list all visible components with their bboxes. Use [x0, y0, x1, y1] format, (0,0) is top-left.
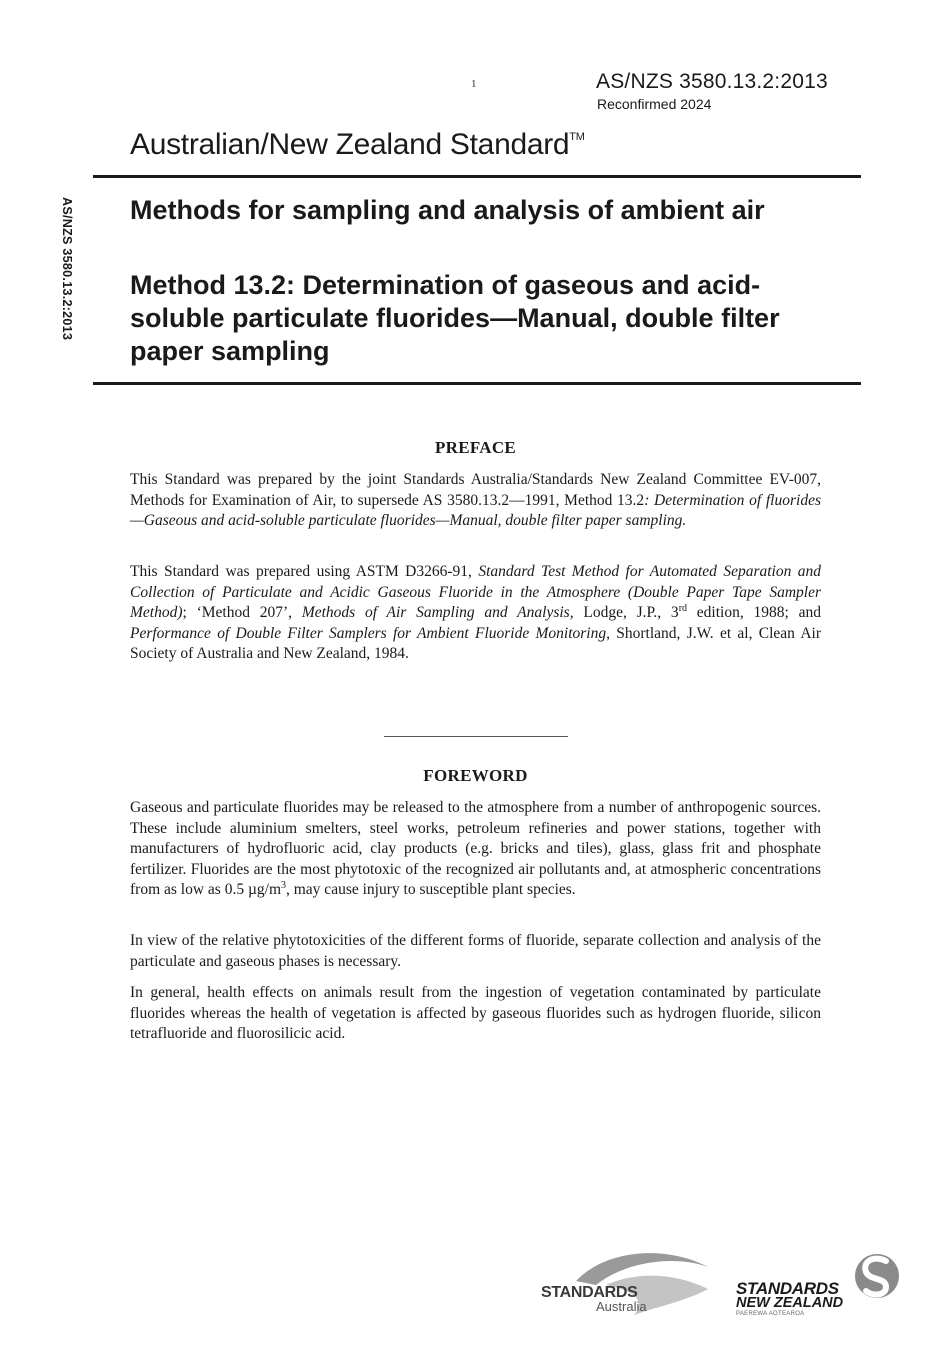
- reconfirmed-note: Reconfirmed 2024: [597, 96, 712, 112]
- standards-australia-word: STANDARDS: [541, 1284, 638, 1301]
- preface-p2-ordinal: rd: [678, 603, 688, 615]
- method-title: Method 13.2: Determination of gaseous and acid-soluble particulate fluorides—Manual, double filter paper sampling: [130, 270, 780, 366]
- foreword-p1-b: , may cause injury to susceptible plant species.: [286, 881, 576, 899]
- preface-p2-f: edition, 1988; and: [687, 604, 821, 622]
- foreword-p1-superscript: 3: [281, 880, 286, 892]
- standards-australia-subword: Australia: [596, 1299, 647, 1314]
- header-rule-top: [93, 175, 861, 178]
- standards-nz-country: NEW ZEALAND: [736, 1295, 844, 1311]
- preface-p1-italic: : Determination of fluorides—Gaseous and acid-soluble particulate fluorides—Manual, double filter paper sampling.: [130, 491, 821, 530]
- trademark-symbol: TM: [569, 131, 585, 143]
- preface-paragraph-2: [130, 562, 821, 665]
- standards-nz-logo-mark: [852, 1245, 902, 1307]
- section-divider: [384, 736, 568, 737]
- preface-p2-e: Lodge, J.P., 3: [573, 604, 679, 622]
- standard-identifier: AS/NZS 3580.13.2:2013: [596, 70, 828, 93]
- preface-p2-c: ; ‘Method 207’,: [182, 604, 302, 622]
- series-title: [130, 128, 585, 162]
- preface-p2-methods-title: Methods of Air Sampling and Analysis,: [301, 604, 574, 622]
- preface-paragraph-1: [130, 470, 821, 532]
- preface-p2-astm-title: Standard Test Method for Automated Separation and Collection of Particulate and Acidic Gaseous Fluoride in the Atmosphere (Double Paper Tape Sampler Method): [130, 563, 822, 622]
- foreword-heading: FOREWORD: [423, 766, 528, 785]
- standards-nz-maori-name: PAEREWA AOTEAROA: [736, 1311, 805, 1317]
- preface-p2-performance-title: Performance of Double Filter Samplers for Ambient Fluoride Monitoring: [130, 624, 607, 642]
- preface-p2-h: , Shortland, J.W. et al, Clean Air Society of Australia and New Zealand, 1984.: [130, 624, 821, 663]
- foreword-paragraph-1: [130, 798, 821, 901]
- foreword-paragraph-2: In view of the relative phytotoxicities of the different forms of fluoride, separate collection and analysis of the particulate and gaseous phases is necessary.: [130, 932, 821, 970]
- foreword-paragraph-3: In general, health effects on animals result from the ingestion of vegetation contaminated by particulate fluorides whereas the health of vegetation is affected by gaseous fluorides such as hydrogen fluoride, silicon tetrafluoride and fluorosilicic acid.: [130, 984, 821, 1043]
- preface-p2-a: This Standard was prepared using ASTM D3266-91,: [130, 563, 479, 580]
- spine-identifier: AS/NZS 3580.13.2:2013: [60, 197, 74, 341]
- document-title: Methods for sampling and analysis of ambient air: [130, 195, 765, 225]
- series-title-text: Australian/New Zealand Standard: [130, 128, 570, 161]
- standards-nz-word: STANDARDS: [736, 1279, 839, 1298]
- preface-heading: PREFACE: [434, 438, 517, 457]
- preface-p1-text: This Standard was prepared by the joint Standards Australia/Standards New Zealand Committee EV-007, Methods for Examination of Air, to supersede AS 3580.13.2—1991, Method 13.2: [130, 471, 821, 509]
- page-number: 1: [471, 78, 477, 90]
- header-rule-bottom: [93, 382, 861, 385]
- foreword-p1-a: Gaseous and particulate fluorides may be released to the atmosphere from a number of anthropogenic sources. These include aluminium smelters, steel works, petroleum refineries and power stations, together with manufacturers of hydrofluoric acid, clay products (e.g. bricks and tiles), glass, glass frit and phosphate fertilizer. Fluorides are the most phytotoxic of the recognized air pollutants and, at atmospheric concentrations from as low as 0.5 µg/m: [130, 799, 821, 899]
